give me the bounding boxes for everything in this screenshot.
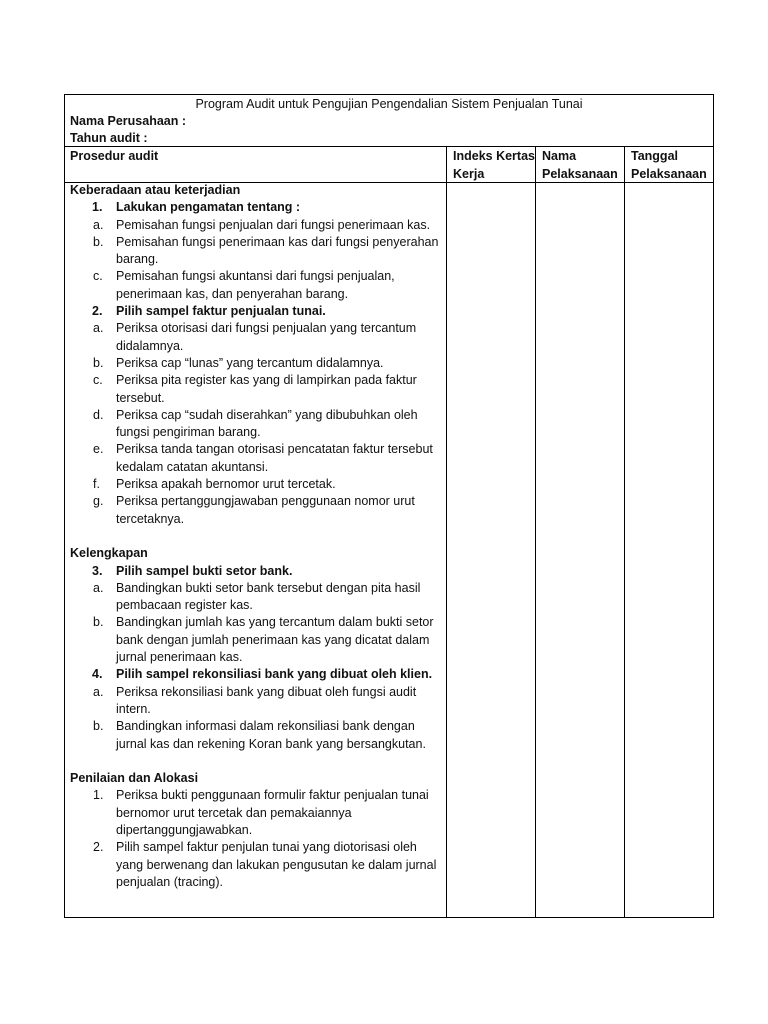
list-marker: c. <box>93 373 103 388</box>
list-marker: 4. <box>92 667 103 682</box>
procedure-substep <box>65 580 447 615</box>
list-marker: 2. <box>92 304 103 319</box>
procedure-text: Periksa otorisasi dari fungsi penjualan yang tercantum didalamnya. <box>116 321 417 353</box>
section-spacer <box>65 753 447 770</box>
list-marker: b. <box>93 234 104 249</box>
list-marker: c. <box>93 269 103 284</box>
section-title: Kelengkapan <box>70 546 148 561</box>
procedure-text: Bandingkan bukti setor bank tersebut dengan pita hasil pembacaan register kas. <box>116 580 421 613</box>
procedure-step <box>65 303 447 320</box>
list-marker: 1. <box>93 788 104 803</box>
procedure-text: Pemisahan fungsi penerimaan kas dari fungsi penyerahan barang. <box>116 234 439 267</box>
procedure-text: Periksa rekonsiliasi bank yang dibuat oleh fungsi audit intern. <box>116 684 417 716</box>
procedure-text: Periksa bukti penggunaan formulir faktur penjualan tunai bernomor urut tercetak dan pemakaiannya dipertanggungjawabkan. <box>116 788 429 837</box>
column-header-procedure: Prosedur audit <box>70 149 159 163</box>
list-marker: b. <box>93 615 104 630</box>
column-header-index: Indeks Kertas Kerja <box>453 149 535 181</box>
procedure-substep <box>65 268 447 303</box>
procedure-step <box>65 666 447 683</box>
company-name-label: Nama Perusahaan : <box>70 114 187 128</box>
procedure-text: Pilih sampel faktur penjulan tunai yang diotorisasi oleh yang berwenang dan lakukan pengusutan ke dalam jurnal penjualan (tracing). <box>116 840 437 889</box>
procedure-substep <box>65 372 447 407</box>
procedure-text: Periksa cap “sudah diserahkan” yang dibubuhkan oleh fungsi pengiriman barang. <box>116 407 418 440</box>
list-marker: a. <box>93 684 104 699</box>
column-divider-date <box>624 146 625 918</box>
procedure-substep <box>65 476 447 493</box>
document-header <box>65 95 713 146</box>
procedure-text: Periksa apakah bernomor urut tercetak. <box>116 477 336 492</box>
procedure-step <box>65 199 447 216</box>
list-marker: a. <box>93 321 104 336</box>
audit-program-table <box>64 94 714 918</box>
document-title: Program Audit untuk Pengujian Pengendalian Sistem Penjualan Tunai <box>195 97 583 111</box>
column-divider-name <box>535 146 536 918</box>
procedure-substep <box>65 355 447 372</box>
list-marker: b. <box>93 719 104 734</box>
list-marker: a. <box>93 217 104 232</box>
procedure-substep <box>65 217 447 234</box>
procedure-substep <box>65 320 447 355</box>
procedure-text: Lakukan pengamatan tentang : <box>116 200 301 215</box>
audit-year-label: Tahun audit : <box>70 131 148 145</box>
list-marker: a. <box>93 580 104 595</box>
list-marker: b. <box>93 355 104 370</box>
procedure-text: Bandingkan informasi dalam rekonsiliasi bank dengan jurnal kas dan rekening Koran bank yang bersangkutan. <box>116 719 426 751</box>
procedure-substep <box>65 493 447 528</box>
procedure-text: Periksa pita register kas yang di lampirkan pada faktur tersebut. <box>116 373 417 405</box>
procedure-substep <box>65 234 447 269</box>
list-marker: 2. <box>93 840 104 855</box>
section-title: Penilaian dan Alokasi <box>70 771 199 786</box>
procedure-substep <box>65 839 447 891</box>
procedure-text: Pilih sampel rekonsiliasi bank yang dibuat oleh klien. <box>116 667 433 682</box>
procedure-substep <box>65 718 447 753</box>
list-marker: 3. <box>92 563 103 578</box>
list-marker: d. <box>93 407 104 422</box>
procedure-substep <box>65 684 447 719</box>
list-marker: g. <box>93 494 104 509</box>
procedure-text: Pemisahan fungsi penjualan dari fungsi penerimaan kas. <box>116 217 431 232</box>
procedure-text: Pilih sampel faktur penjualan tunai. <box>116 304 326 319</box>
procedure-text: Periksa pertanggungjawaban penggunaan nomor urut tercetaknya. <box>116 494 415 526</box>
procedure-text: Pemisahan fungsi akuntansi dari fungsi penjualan, penerimaan kas, dan penyerahan barang. <box>116 269 395 301</box>
column-header-date: Tanggal Pelaksanaan <box>631 149 707 181</box>
procedure-substep <box>65 441 447 476</box>
procedure-substep <box>65 614 447 666</box>
procedure-step <box>65 563 447 580</box>
list-marker: 1. <box>92 200 103 215</box>
procedure-text: Bandingkan jumlah kas yang tercantum dalam bukti setor bank dengan jumlah penerimaan kas yang dicatat dalam jurnal penerimaan kas. <box>116 615 434 665</box>
procedure-text: Periksa cap “lunas” yang tercantum didalamnya. <box>116 355 384 370</box>
column-header-name: Nama Pelaksanaan <box>542 149 618 181</box>
procedure-substep <box>65 787 447 839</box>
section-title: Keberadaan atau keterjadian <box>70 183 241 197</box>
list-marker: e. <box>93 442 104 457</box>
procedure-text: Periksa tanda tangan otorisasi pencatatan faktur tersebut kedalam catatan akuntansi. <box>116 442 433 474</box>
procedure-content <box>65 182 447 891</box>
procedure-substep <box>65 407 447 442</box>
list-marker: f. <box>93 477 100 492</box>
procedure-text: Pilih sampel bukti setor bank. <box>116 563 293 578</box>
section-spacer <box>65 528 447 545</box>
